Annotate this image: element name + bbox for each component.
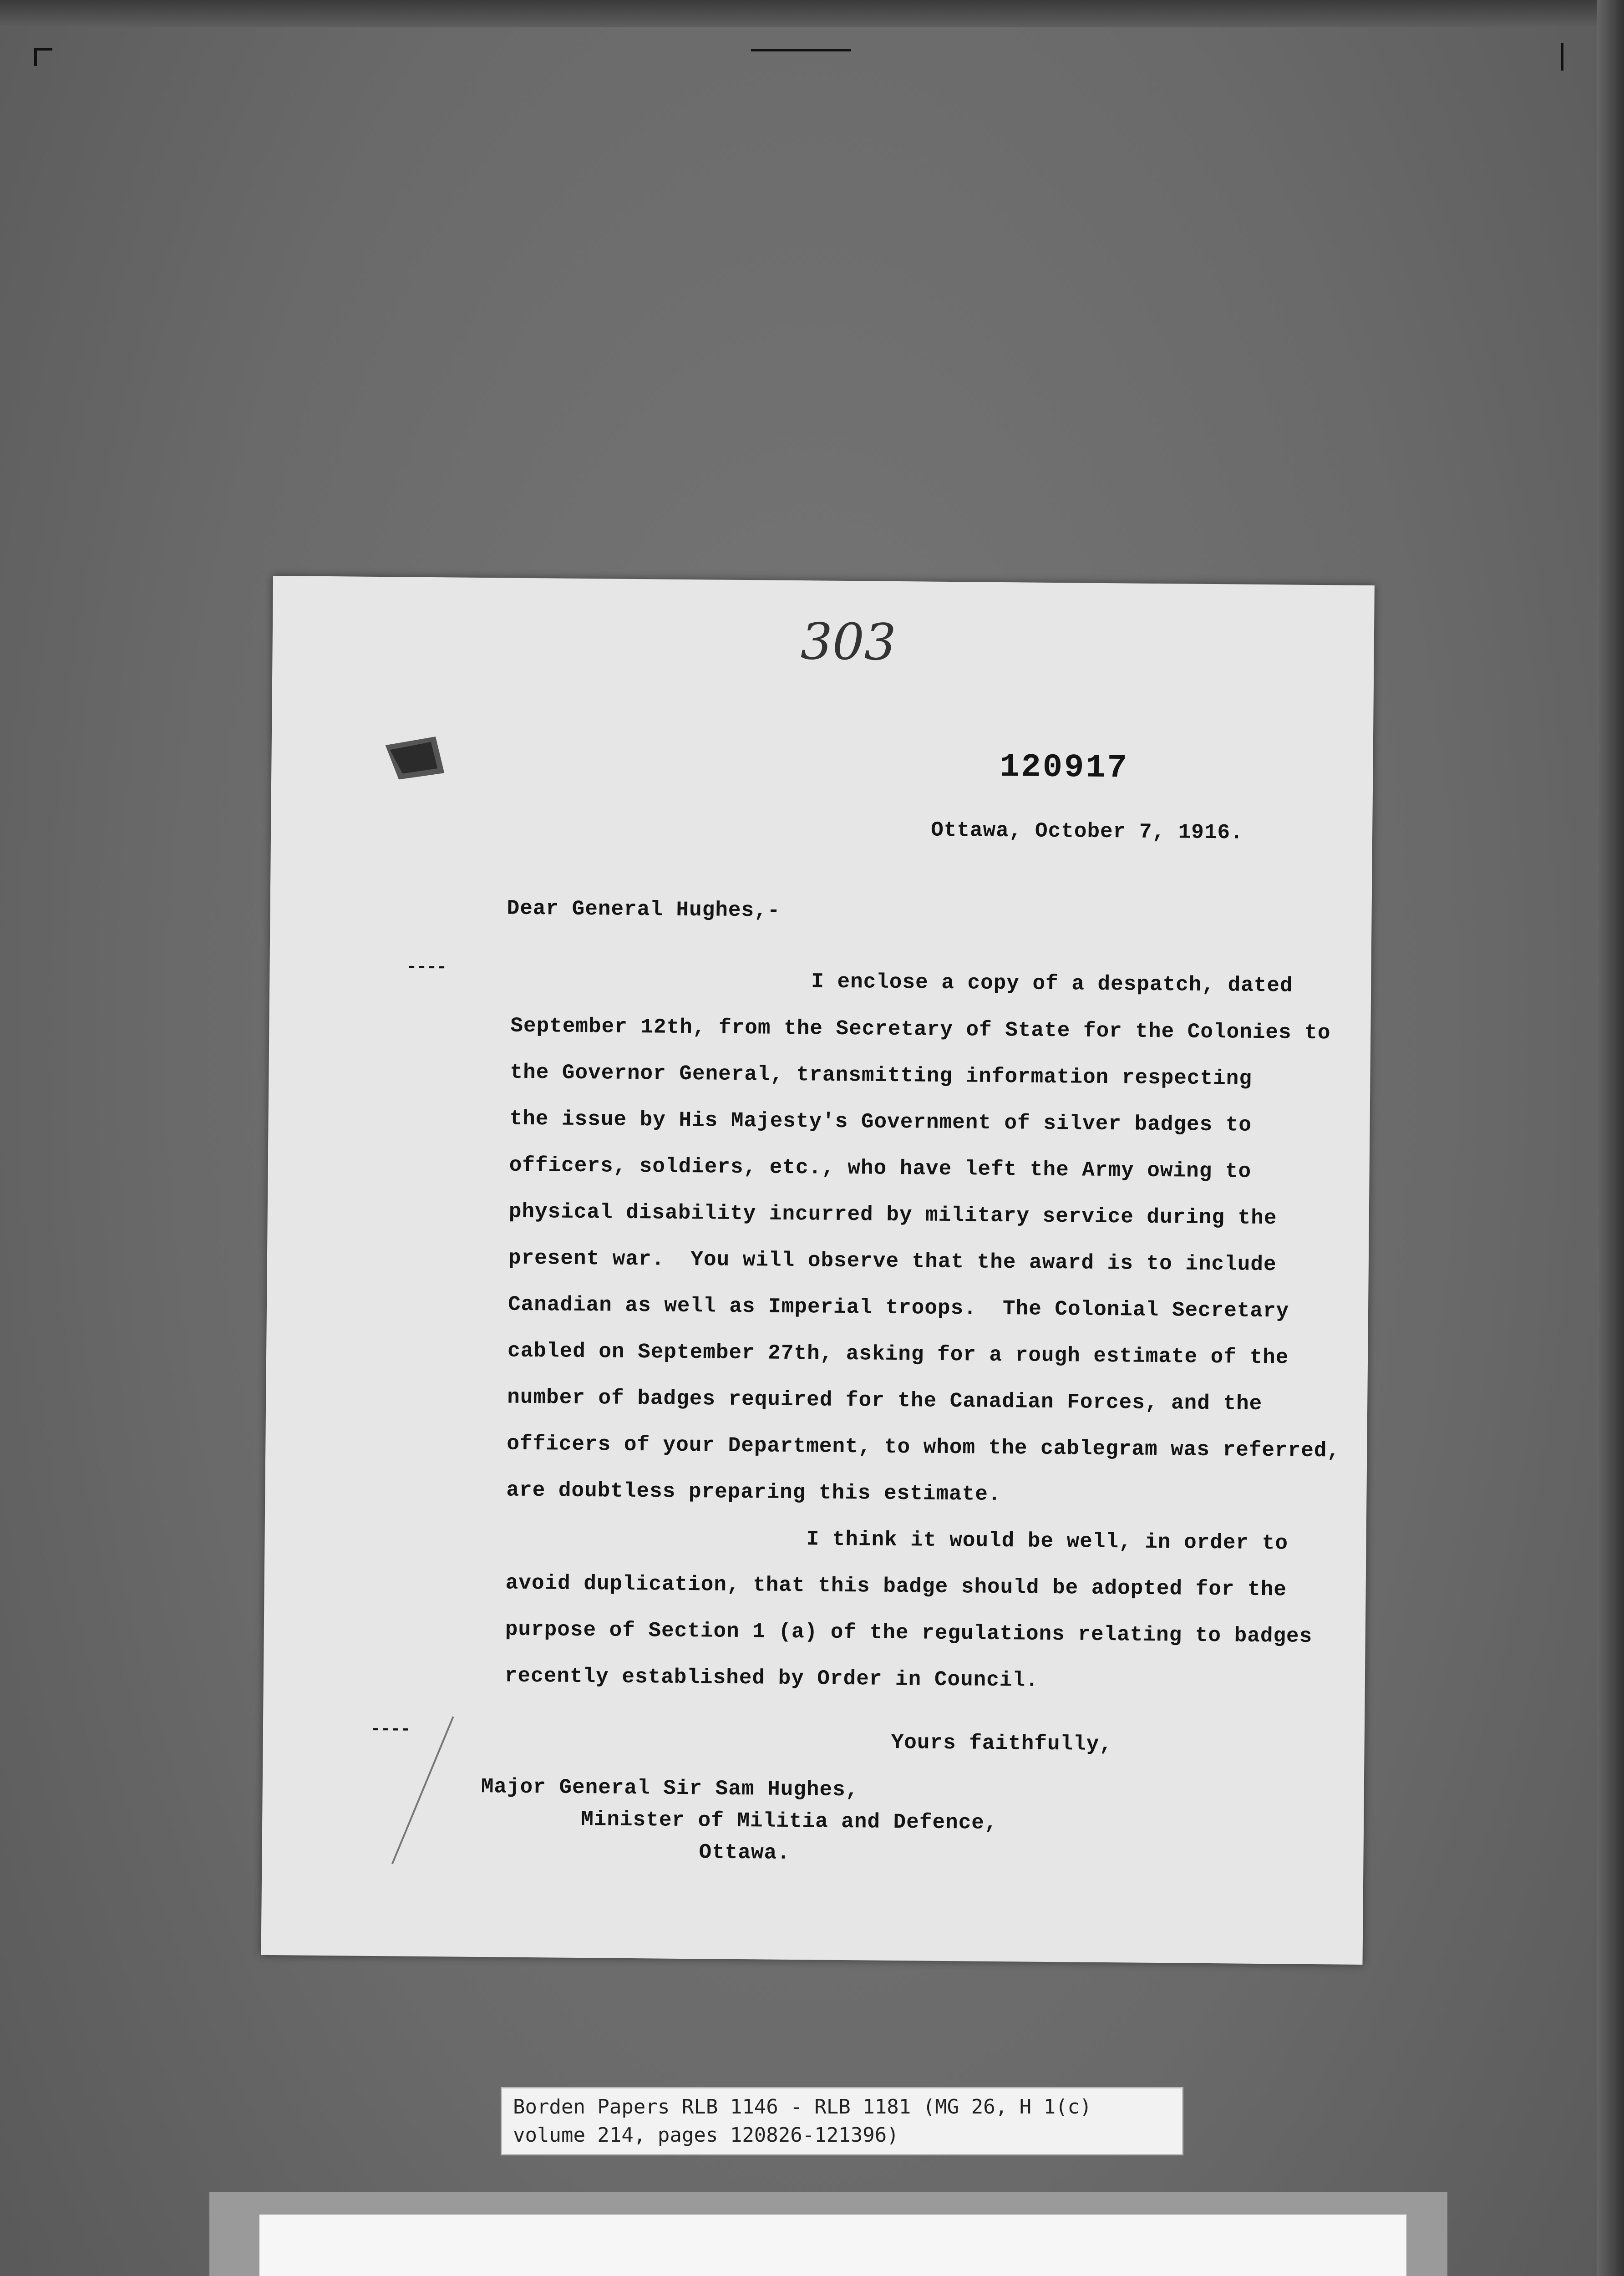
body-line: officers, soldiers, etc., who have left the Army owing to xyxy=(509,1153,1252,1184)
body-line: cabled on September 27th, asking for a rough estimate of the xyxy=(507,1339,1289,1370)
body-line: the issue by His Majesty's Government of silver badges to xyxy=(509,1107,1252,1137)
torn-corner-icon xyxy=(381,732,449,782)
addressee-line: Ottawa. xyxy=(699,1840,791,1865)
body-line: recently established by Order in Council. xyxy=(504,1664,1039,1692)
body-line: officers of your Department, to whom the cablegram was referred, xyxy=(507,1432,1340,1463)
body-line: the Governor General, transmitting information respecting xyxy=(510,1060,1253,1091)
body-line: number of badges required for the Canadian Forces, and the xyxy=(507,1385,1263,1416)
caption-line: volume 214, pages 120826-121396) xyxy=(513,2124,899,2147)
film-border-top xyxy=(0,0,1624,27)
addressee-line: Major General Sir Sam Hughes, xyxy=(481,1775,859,1802)
body-line: September 12th, from the Secretary of State for the Colonies to xyxy=(510,1014,1331,1045)
corner-mark xyxy=(34,48,37,66)
body-line: Canadian as well as Imperial troops. The Colonial Secretary xyxy=(508,1292,1289,1323)
body-line: I enclose a copy of a despatch, dated xyxy=(811,970,1293,998)
film-border-right xyxy=(1597,0,1624,2276)
letter-date: Ottawa, October 7, 1916. xyxy=(930,818,1243,845)
caption-line: Borden Papers RLB 1146 - RLB 1181 (MG 26, H 1(c) xyxy=(513,2095,1092,2119)
edge-tick xyxy=(751,49,851,51)
corner-mark xyxy=(34,48,52,51)
body-line: physical disability incurred by military service during the xyxy=(508,1199,1277,1230)
margin-dash: ---- xyxy=(406,957,447,978)
body-line: present war. You will observe that the award is to include xyxy=(508,1246,1277,1277)
margin-dash: ---- xyxy=(370,1719,411,1740)
archive-label xyxy=(259,2215,1406,2276)
letter-page xyxy=(261,576,1375,1965)
body-line: avoid duplication, that this badge should be adopted for the xyxy=(505,1571,1287,1602)
edge-tick xyxy=(1561,43,1563,71)
body-line: purpose of Section 1 (a) of the regulations relating to badges xyxy=(505,1617,1313,1649)
salutation: Dear General Hughes,- xyxy=(507,896,781,923)
archive-caption xyxy=(501,2087,1183,2155)
body-line: are doubtless preparing this estimate. xyxy=(506,1478,1001,1507)
closing: Yours faithfully, xyxy=(891,1730,1113,1757)
handwritten-page-number: 303 xyxy=(800,612,897,671)
addressee-line: Minister of Militia and Defence, xyxy=(580,1808,998,1835)
body-line: I think it would be well, in order to xyxy=(806,1527,1289,1555)
document-number: 120917 xyxy=(1000,748,1129,787)
